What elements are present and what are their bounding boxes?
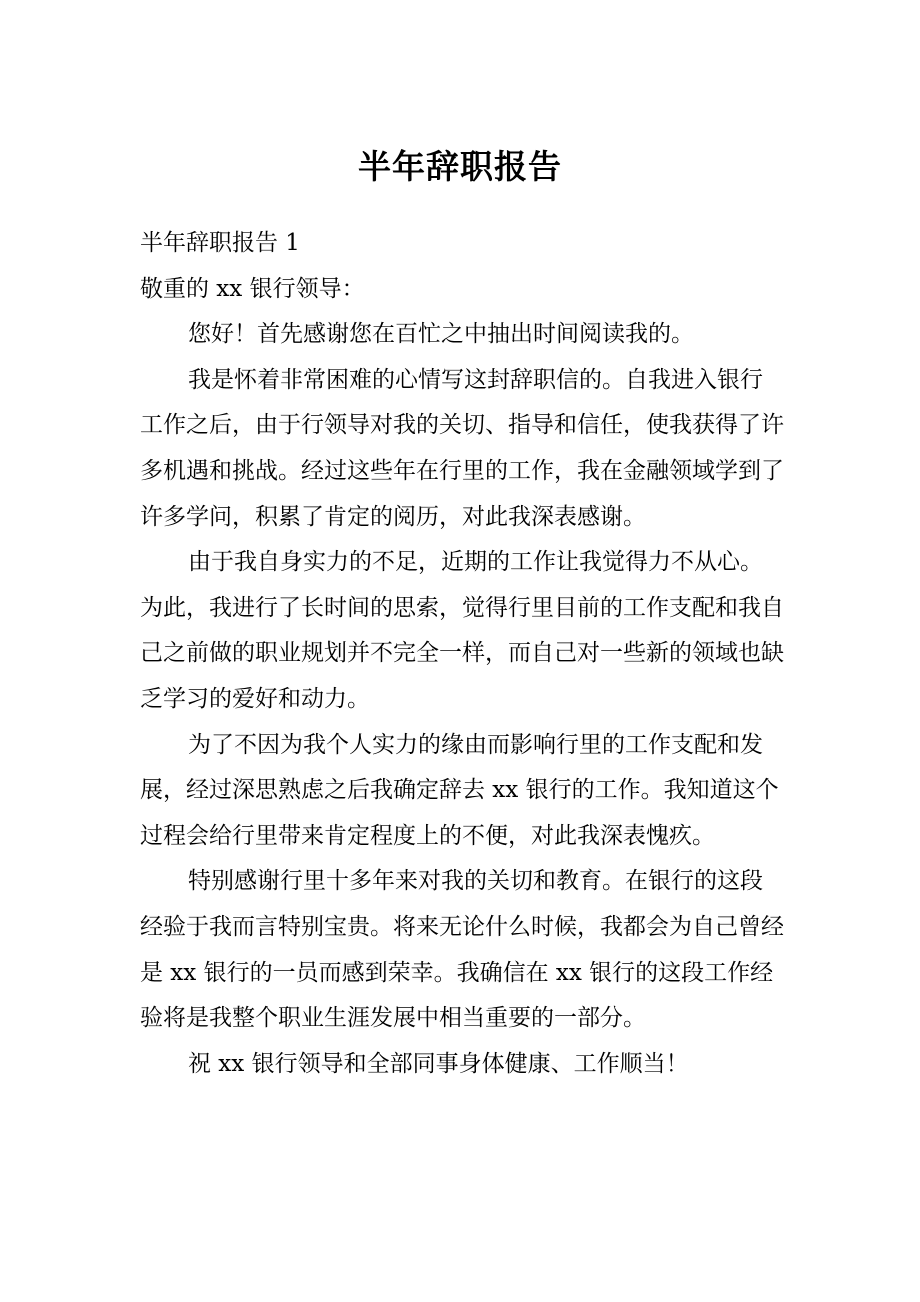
- salutation: 敬重的 xx 银行领导：: [140, 275, 365, 302]
- paragraph-reason-intro: 我是怀着非常困难的心情写这封辞职信的。自我进入银行工作之后，由于行领导对我的关切、指导和信任，使我获得了许多机遇和挑战。经过这些年在行里的工作，我在金融领域学到了许多学问，积累了肯定的阅历，对此我深表感谢。: [140, 366, 784, 530]
- paragraph-greeting: 您好！首先感谢您在百忙之中抽出时间阅读我的。: [188, 321, 694, 348]
- document-title: 半年辞职报告: [358, 147, 562, 186]
- paragraph-reason-ability: 由于我自身实力的不足，近期的工作让我觉得力不从心。为此，我进行了长时间的思索，觉得行里目前的工作支配和我自己之前做的职业规划并不完全一样，而自己对一些新的领域也缺乏学习的爱好和动力。: [140, 549, 784, 712]
- document-body: [140, 221, 785, 1087]
- paragraph-decision: 为了不因为我个人实力的缘由而影响行里的工作支配和发展，经过深思熟虑之后我确定辞去 xx 银行的工作。我知道这个过程会给行里带来肯定程度上的不便，对此我深表愧疚。: [140, 731, 779, 849]
- paragraph-closing-wish: 祝 xx 银行领导和全部同事身体健康、工作顺当！: [188, 1050, 689, 1077]
- section-heading: 半年辞职报告 1: [140, 230, 300, 256]
- paragraph-thanks: 特别感谢行里十多年来对我的关切和教育。在银行的这段经验于我而言特别宝贵。将来无论什么时候，我都会为自己曾经是 xx 银行的一员而感到荣幸。我确信在 xx 银行的这段工作经验将是我整个职业生涯发展中相当重要的一部分。: [140, 868, 784, 1032]
